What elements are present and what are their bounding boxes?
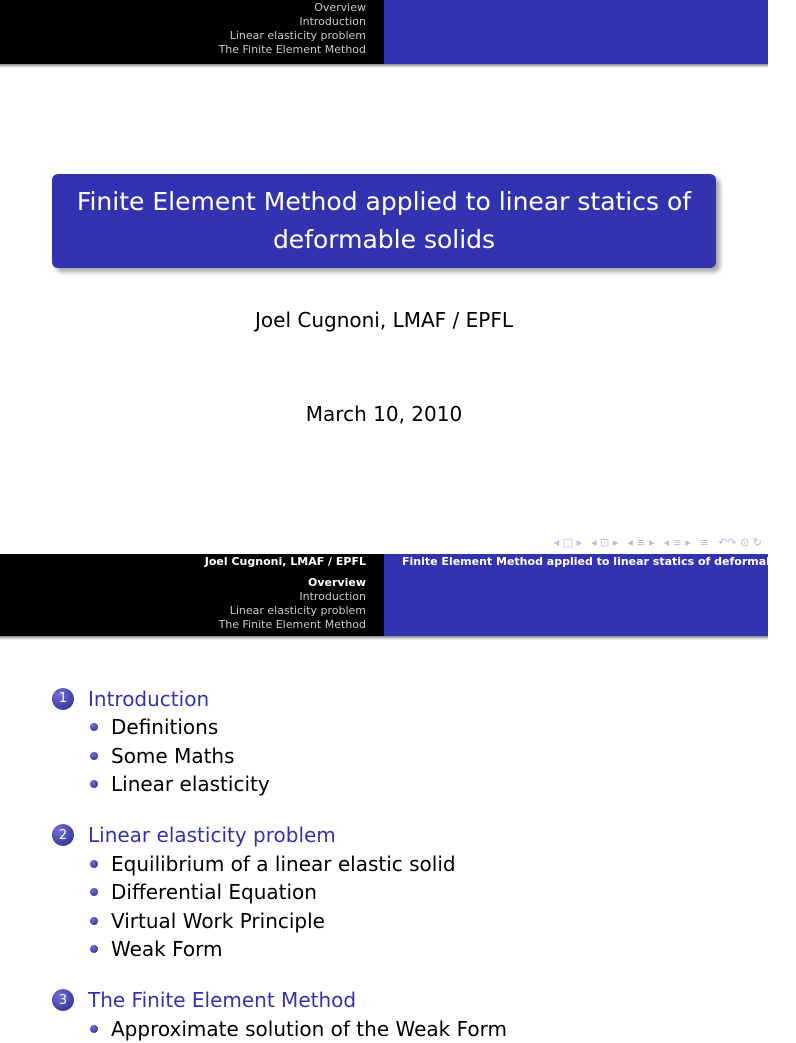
subsection-nav-icon[interactable]: ◂ ⊡ ▸ xyxy=(591,536,618,549)
header-author: Joel Cugnoni, LMAF / EPFL xyxy=(205,555,366,569)
toc-section-2[interactable] xyxy=(52,821,507,850)
section-label: The Finite Element Method xyxy=(88,988,356,1012)
toc-item-label: Some Maths xyxy=(111,744,235,768)
nav-item-overview[interactable]: Overview xyxy=(219,1,366,15)
toc-item-label: Differential Equation xyxy=(111,880,317,904)
beamer-nav-controls xyxy=(554,536,762,549)
bullet-icon xyxy=(90,917,98,925)
date: March 10, 2010 xyxy=(0,402,768,426)
slide1-header xyxy=(0,0,768,64)
bullet-icon xyxy=(90,860,98,868)
bullet-icon xyxy=(90,1025,98,1033)
toc-item-label: Approximate solution of the Weak Form xyxy=(111,1017,507,1041)
section-number-badge: 3 xyxy=(52,989,74,1011)
bullet-icon xyxy=(90,888,98,896)
nav-item-introduction[interactable]: Introduction xyxy=(219,15,366,29)
nav-item-linear-elasticity[interactable]: Linear elasticity problem xyxy=(219,29,366,43)
appendix-icon[interactable]: ≡ xyxy=(700,536,709,549)
toc-item[interactable] xyxy=(52,742,507,771)
table-of-contents xyxy=(52,684,507,1043)
nav-item-overview[interactable]: Overview xyxy=(219,576,366,590)
slide2-header xyxy=(0,554,768,636)
toc-section-1[interactable] xyxy=(52,684,507,713)
header-shadow xyxy=(0,636,768,640)
toc-item-label: Definitions xyxy=(111,715,218,739)
nav-item-linear-elasticity[interactable]: Linear elasticity problem xyxy=(219,604,366,618)
toc-item[interactable] xyxy=(52,878,507,907)
toc-item[interactable] xyxy=(52,713,507,742)
header-left-panel xyxy=(0,554,384,636)
slide2 xyxy=(0,554,768,1024)
bullet-icon xyxy=(90,723,98,731)
section-label: Linear elasticity problem xyxy=(88,823,336,847)
toc-item[interactable] xyxy=(52,1015,507,1043)
section-number-badge: 2 xyxy=(52,824,74,846)
header-left-panel xyxy=(0,0,384,64)
toc-item[interactable] xyxy=(52,850,507,879)
document-nav-icon[interactable]: ◂ ≡ ▸ xyxy=(664,536,691,549)
bullet-icon xyxy=(90,945,98,953)
toc-item-label: Linear elasticity xyxy=(111,772,270,796)
toc-item[interactable] xyxy=(52,935,507,964)
nav-item-fem[interactable]: The Finite Element Method xyxy=(219,618,366,632)
section-nav xyxy=(219,576,366,632)
bullet-icon xyxy=(90,752,98,760)
toc-item-label: Equilibrium of a linear elastic solid xyxy=(111,852,456,876)
toc-section-3[interactable] xyxy=(52,986,507,1015)
section-label: Introduction xyxy=(88,687,209,711)
nav-item-fem[interactable]: The Finite Element Method xyxy=(219,43,366,57)
nav-item-introduction[interactable]: Introduction xyxy=(219,590,366,604)
section-number-badge: 1 xyxy=(52,688,74,710)
author: Joel Cugnoni, LMAF / EPFL xyxy=(0,308,768,332)
toc-item-label: Weak Form xyxy=(111,937,222,961)
toc-item[interactable] xyxy=(52,907,507,936)
slide-title: Finite Element Method applied to linear statics of deformable solids xyxy=(72,183,696,259)
header-shadow xyxy=(0,64,768,68)
header-right-panel xyxy=(384,0,768,64)
title-block xyxy=(52,174,716,268)
frame-nav-icon[interactable]: ◂ □ ▸ xyxy=(554,536,582,549)
toc-item[interactable] xyxy=(52,770,507,799)
bullet-icon xyxy=(90,780,98,788)
section-nav-icon[interactable]: ◂ ≡ ▸ xyxy=(627,536,654,549)
header-right-panel xyxy=(384,554,768,636)
header-title: Finite Element Method applied to linear statics of deformable s xyxy=(402,555,796,569)
toc-item-label: Virtual Work Principle xyxy=(111,909,325,933)
section-nav xyxy=(219,1,366,57)
search-back-icon[interactable]: ↶↷ ⊙ ↻ xyxy=(718,536,762,549)
